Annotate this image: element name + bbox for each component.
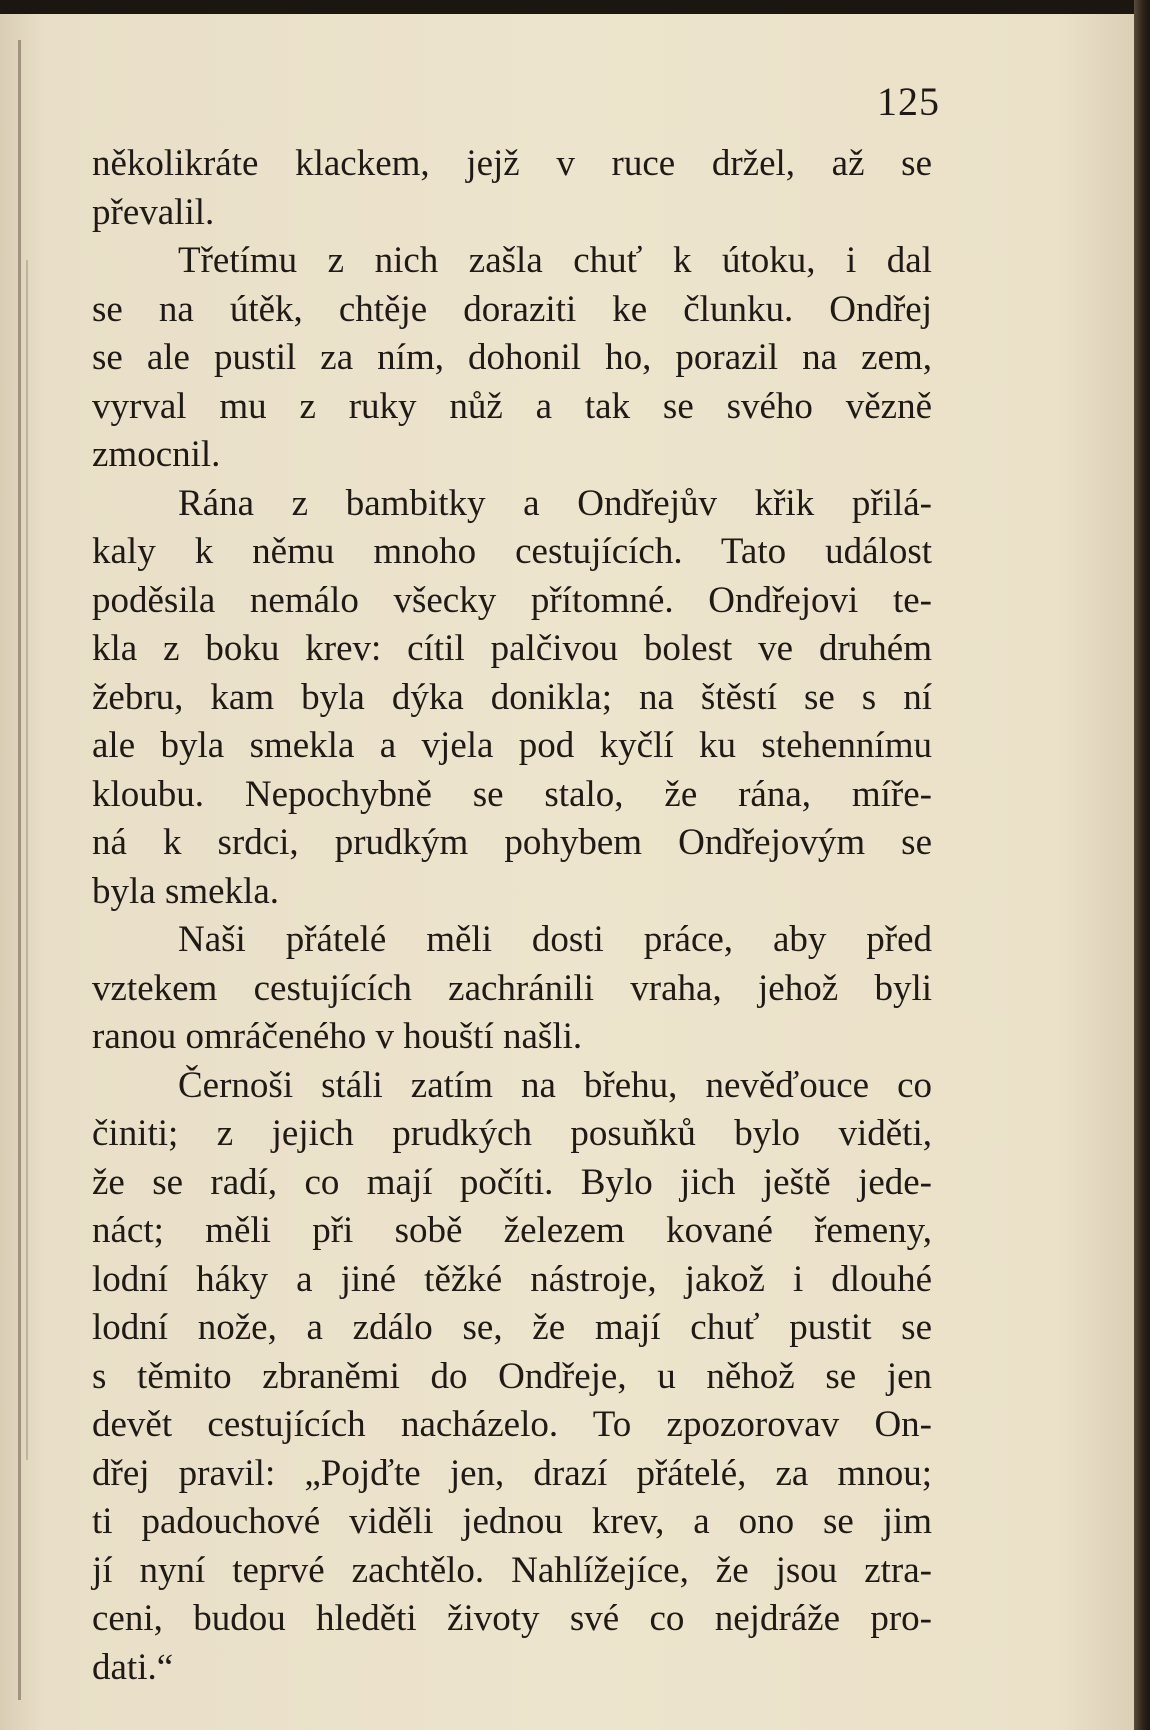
text-line: Černoši stáli zatím na břehu, nevěďouce co <box>178 1064 932 1106</box>
text-line: ceni, budou hleděti životy své co nejdráže pro- <box>92 1598 932 1639</box>
text-line: se na útěk, chtěje doraziti ke člunku. Ondřej <box>92 288 932 330</box>
text-line: jí nyní teprvé zachtělo. Nahlížejíce, že jsou ztra- <box>92 1549 932 1591</box>
text-line: náct; měli při sobě železem kované řemeny, <box>92 1210 932 1251</box>
text-line: se ale pustil za ním, dohonil ho, porazil na zem, <box>92 337 932 378</box>
text-line: kla z boku krev: cítil palčivou bolest ve druhém <box>92 628 932 669</box>
text-line: několikráte klackem, jejž v ruce držel, až se <box>92 143 932 184</box>
text-line: ná k srdci, prudkým pohybem Ondřejovým se <box>92 822 932 863</box>
text-line: lodní háky a jiné těžké nástroje, jakož i dlouhé <box>92 1258 932 1300</box>
text-line: kloubu. Nepochybně se stalo, že rána, míře- <box>92 773 932 815</box>
binding-gutter-shadow <box>26 260 28 1460</box>
text-line: Naši přátelé měli dosti práce, aby před <box>178 919 932 960</box>
text-line: byla smekla. <box>92 870 280 912</box>
text-line: zmocnil. <box>92 434 221 475</box>
page-top-edge <box>0 0 1150 14</box>
text-line: s těmito zbraněmi do Ondřeje, u něhož se jen <box>92 1355 932 1397</box>
binding-gutter <box>18 40 21 1700</box>
text-line: ranou omráčeného v houští našli. <box>92 1016 583 1057</box>
text-line: dati.“ <box>92 1646 174 1688</box>
text-line: ti padouchové viděli jednou krev, a ono se jim <box>92 1501 932 1542</box>
text-line: převalil. <box>92 191 215 233</box>
text-line: činiti; z jejich prudkých posuňků bylo viděti, <box>92 1113 932 1154</box>
body-text <box>92 140 932 1692</box>
text-line: dřej pravil: „Pojďte jen, drazí přátelé, za mnou; <box>92 1452 932 1494</box>
text-line: lodní nože, a zdálo se, že mají chuť pustit se <box>92 1307 932 1348</box>
text-line: žebru, kam byla dýka donikla; na štěstí se s ní <box>92 676 932 718</box>
text-line: vztekem cestujících zachránili vraha, jehož byli <box>92 967 932 1009</box>
text-line: poděsila nemálo všecky přítomné. Ondřejovi te- <box>92 579 932 621</box>
page-number: 125 <box>877 79 940 124</box>
text-line: vyrval mu z ruky nůž a tak se svého vězně <box>92 385 932 427</box>
text-line: kaly k němu mnoho cestujících. Tato událost <box>92 531 932 572</box>
page-right-edge <box>1134 0 1150 1730</box>
text-line: Rána z bambitky a Ondřejův křik přilá- <box>178 482 932 524</box>
text-line: že se radí, co mají počíti. Bylo jich ještě jede- <box>92 1161 932 1203</box>
text-line: devět cestujících nacházelo. To zpozorovav On- <box>92 1404 932 1445</box>
text-line: ale byla smekla a vjela pod kyčlí ku stehennímu <box>92 725 932 766</box>
text-line: Třetímu z nich zašla chuť k útoku, i dal <box>178 240 932 281</box>
